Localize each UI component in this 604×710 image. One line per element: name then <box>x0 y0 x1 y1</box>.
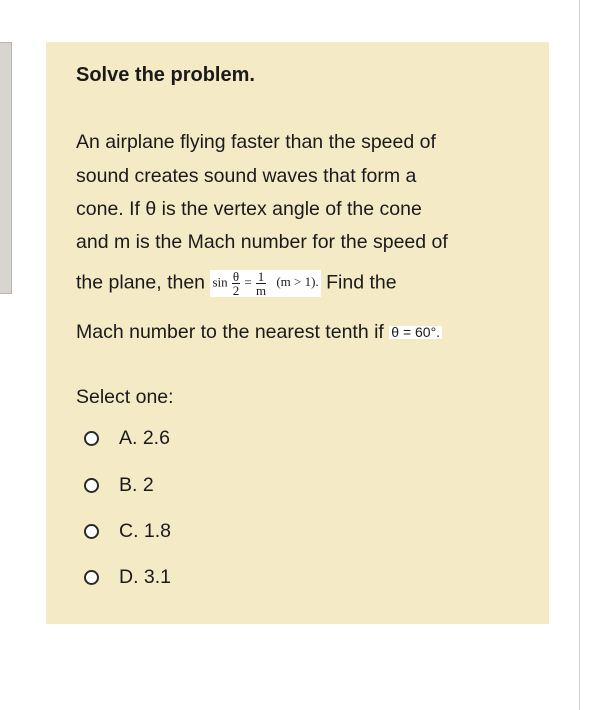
left-panel-tab <box>0 42 12 294</box>
question-heading: Solve the problem. <box>76 64 255 86</box>
question-text-line: sound creates sound waves that form a <box>76 165 417 187</box>
radio-button[interactable] <box>84 431 99 446</box>
radio-button[interactable] <box>84 570 99 585</box>
formula-condition: (m > 1). <box>276 274 319 290</box>
formula-fraction-m: $\frac{1}{m}$ <box>255 269 267 298</box>
answer-option-d[interactable] <box>84 564 171 590</box>
answer-option-a[interactable] <box>84 425 170 451</box>
answer-option-label: B. 2 <box>119 473 154 496</box>
select-one-label: Select one: <box>76 386 174 408</box>
question-text-line <box>76 270 397 297</box>
question-text-line: cone. If θ is the vertex angle of the cone <box>76 198 422 220</box>
answer-option-label: A. 2.6 <box>119 426 170 449</box>
question-text-line: and m is the Mach number for the speed of <box>76 231 448 253</box>
answer-option-label: D. 3.1 <box>119 565 172 588</box>
question-text-fragment: Find the <box>326 271 397 294</box>
formula-fraction-theta: $\frac{\theta}{2}$ <box>232 269 240 298</box>
question-text-fragment: Mach number to the nearest tenth if <box>76 321 384 343</box>
radio-button[interactable] <box>84 478 99 493</box>
mach-formula <box>210 270 320 297</box>
answer-option-c[interactable] <box>84 518 171 544</box>
answer-option-label: C. 1.8 <box>119 519 172 542</box>
formula-sin: sin <box>212 274 228 290</box>
question-card <box>46 42 549 624</box>
question-text-fragment: the plane, then <box>76 271 206 294</box>
formula-equals: = <box>244 274 252 290</box>
question-text-line: An airplane flying faster than the speed of <box>76 131 436 153</box>
answer-option-b[interactable] <box>84 472 154 498</box>
radio-button[interactable] <box>84 524 99 539</box>
question-text-line <box>76 320 442 344</box>
theta-value-formula: θ = 60°. <box>391 324 441 341</box>
